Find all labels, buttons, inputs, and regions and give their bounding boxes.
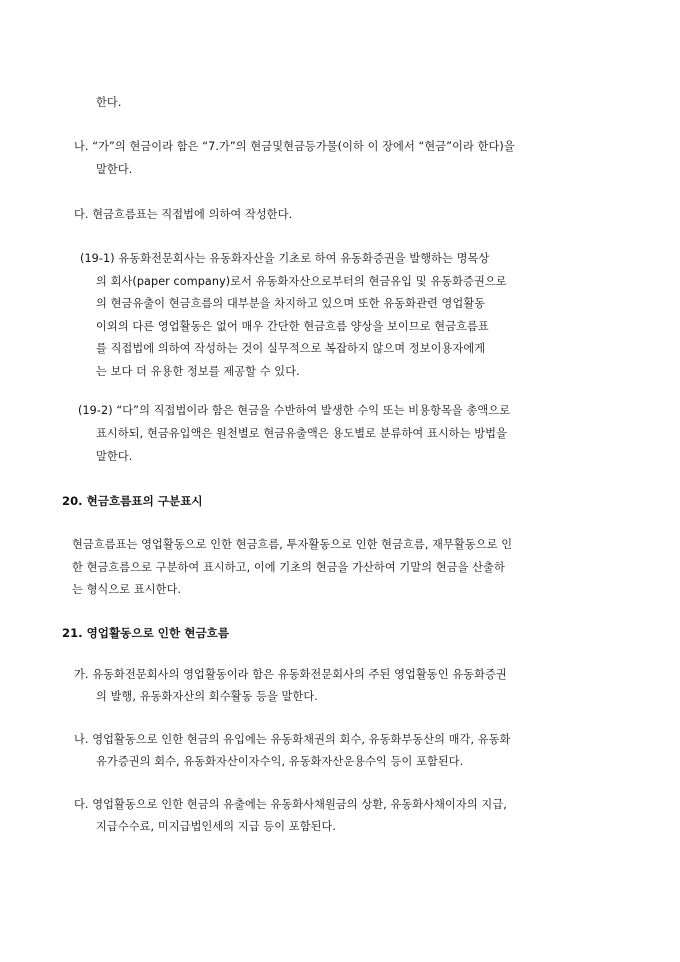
- section-heading-21: 21. 영업활동으로 인한 현금흐름: [62, 626, 230, 640]
- note-19-2-line: 말한다.: [96, 450, 133, 463]
- list-item-na-21: 나. 영업활동으로 인한 현금의 유입에는 유동화채권의 회수, 유동화부동산의 매각, 유동화: [74, 733, 511, 746]
- list-item-na-21-cont: 유가증권의 회수, 유동화자산이자수익, 유동화자산운용수익 등이 포함된다.: [96, 755, 464, 768]
- list-item-da: 다. 현금흐름표는 직접법에 의하여 작성한다.: [74, 208, 293, 221]
- section-20-text: 는 형식으로 표시한다.: [72, 583, 182, 596]
- list-item-da-21-cont: 지급수수료, 미지급법인세의 지급 등이 포함된다.: [96, 820, 337, 833]
- list-item-ga-cont: 의 발행, 유동화자산의 회수활동 등을 말한다.: [96, 690, 318, 703]
- note-19-1: (19-1) 유동화전문회사는 유동화자산을 기초로 하여 유동화증권을 발행하는 명목상: [80, 252, 490, 265]
- note-19-1-line: 의 회사(paper company)로서 유동화자산으로부터의 현금유입 및 유동화증권으로: [96, 275, 507, 288]
- list-item-da-21: 다. 영업활동으로 인한 현금의 유출에는 유동화사채원금의 상환, 유동화사채이자의 지급,: [74, 798, 507, 811]
- note-19-1-line: 를 직접법에 의하여 작성하는 것이 실무적으로 복잡하지 않으며 정보이용자에게: [96, 342, 486, 355]
- text-line: 한다.: [96, 96, 122, 109]
- section-20-text: 한 현금흐름으로 구분하여 표시하고, 이에 기초의 현금을 가산하여 기말의 현금을 산출하: [72, 561, 505, 574]
- list-item-na-cont: 말한다.: [96, 163, 133, 176]
- note-19-1-line: 의 현금유출이 현금흐름의 대부분을 차지하고 있으며 또한 유동화관련 영업활동: [96, 297, 486, 310]
- section-20-text: 현금흐름표는 영업활동으로 인한 현금흐름, 투자활동으로 인한 현금흐름, 재무활동으로 인: [72, 538, 513, 551]
- note-19-2-line: 표시하되, 현금유입액은 원천별로 현금유출액은 용도별로 분류하여 표시하는 방법을: [96, 427, 508, 440]
- note-19-1-line: 는 보다 더 유용한 정보를 제공할 수 있다.: [96, 365, 300, 378]
- note-19-1-line: 이외의 다른 영업활동은 없어 매우 간단한 현금흐름 양상을 보이므로 현금흐름표: [96, 320, 489, 333]
- section-heading-20: 20. 현금흐름표의 구분표시: [62, 494, 203, 508]
- note-19-2: (19-2) “다”의 직접법이라 함은 현금을 수반하여 발생한 수익 또는 비용항목을 총액으로: [78, 404, 511, 417]
- list-item-ga: 가. 유동화전문회사의 영업활동이라 함은 유동화전문회사의 주된 영업활동인 유동화증권: [74, 668, 507, 681]
- list-item-na: 나. “가”의 현금이라 함은 “7.가”의 현금및현금등가물(이하 이 장에서 “현금”이라 한다)을: [74, 140, 515, 153]
